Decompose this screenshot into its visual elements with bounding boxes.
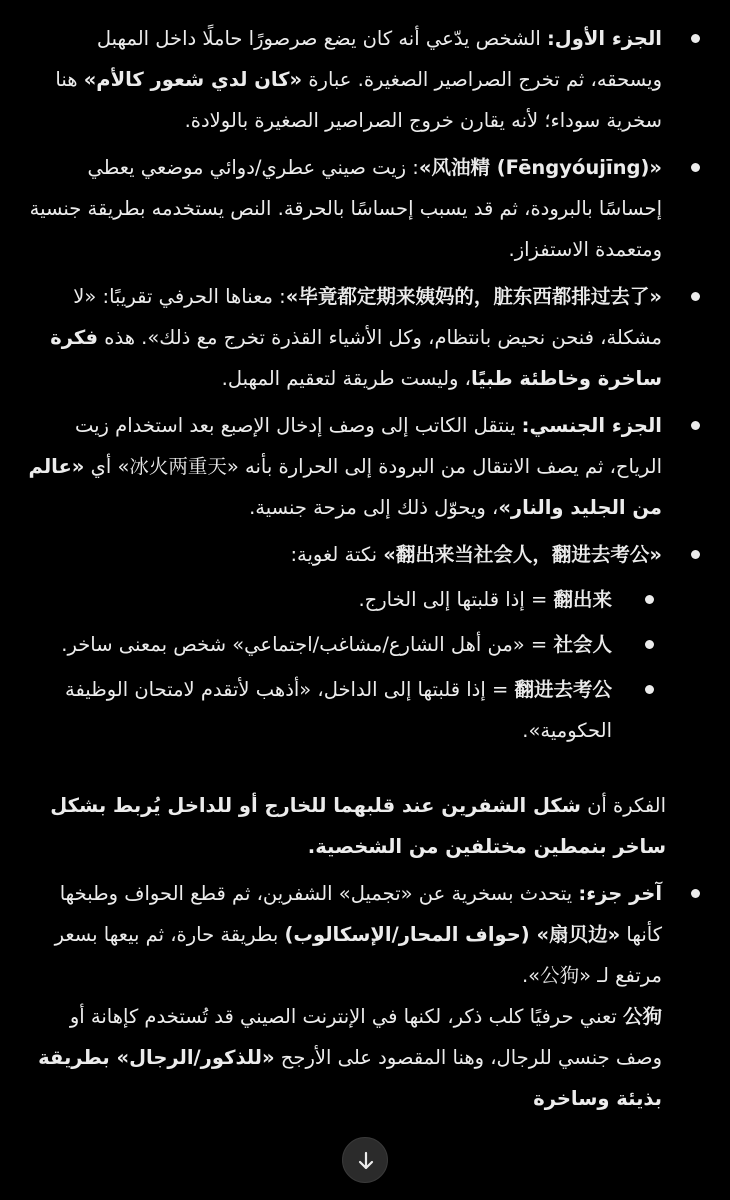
bullet-icon — [691, 292, 700, 301]
item-text: ينتقل الكاتب إلى وصف إدخال الإصبع بعد استخدام زيت الرياح، ثم يصف الانتقال من البرودة إلى الحرارة بأنه «冰火两重天» أي — [74, 414, 662, 478]
sub-item-term: 翻出来 — [553, 588, 612, 611]
bullet-icon — [691, 550, 700, 559]
item-heading: الجزء الجنسي: — [521, 414, 662, 437]
item-heading: «毕竟都定期来姨妈的，脏东西都排过去了» — [285, 285, 662, 308]
item-text: بطريقة حارة، ثم بيعها بسعر مرتفع لـ «公狗». — [54, 923, 662, 987]
item-text: ، وليست طريقة لتعقيم المهبل. — [221, 367, 471, 390]
sub-item-text: = «من أهل الشارع/مشاغب/اجتماعي» شخص بمعنى ساخر. — [61, 633, 554, 656]
arrow-down-icon — [355, 1150, 377, 1172]
message-content — [28, 18, 708, 1125]
bullet-icon — [691, 163, 700, 172]
sub-item-text: = إذا قلبتها إلى الخارج. — [358, 588, 554, 611]
item-emphasis: «عالم من الجليد والنار» — [28, 455, 662, 519]
list-item — [28, 534, 708, 751]
item-emphasis: فكرة ساخرة وخاطئة طبيًا — [50, 326, 662, 390]
sub-list — [28, 579, 662, 751]
item-text: : زيت صيني عطري/دوائي موضعي يعطي إحساسًا بالبرودة، ثم قد يسبب إحساسًا بالحرقة. النص يستخدمه بطريقة جنسية ومتعمدة الاستفزاز. — [29, 156, 662, 261]
list-item — [28, 276, 708, 399]
item-heading: الجزء الأول: — [547, 27, 662, 50]
item-heading: آخر جزء: — [578, 882, 662, 905]
item-emphasis: «كان لدي شعور كالأم» — [83, 68, 303, 91]
summary-paragraph — [28, 785, 708, 867]
sub-item-text: = إذا قلبتها إلى الداخل، «أذهب لأتقدم لامتحان الوظيفة الحكومية». — [64, 678, 612, 742]
sub-list-item — [28, 579, 662, 620]
list-item — [28, 147, 708, 270]
sub-list-item — [28, 669, 662, 751]
item-text: يتحدث بسخرية عن «تجميل» الشفرين، ثم قطع الحواف وطبخها كأنها — [59, 882, 662, 946]
item-text: تعني حرفيًا كلب ذكر، لكنها في الإنترنت الصيني قد تُستخدم كإهانة أو وصف جنسي للرجال، وهنا المقصود على الأرجح — [69, 1005, 662, 1069]
sub-list-item — [28, 624, 662, 665]
item-text: : معناها الحرفي تقريبًا: «لا مشكلة، فنحن نحيض بانتظام، وكل الأشياء القذرة تخرج مع ذلك». هذه — [73, 285, 662, 349]
paragraph-text: الفكرة أن — [580, 794, 666, 817]
sub-item-term: 社会人 — [553, 633, 612, 656]
item-heading: «翻出来当社会人，翻进去考公» — [383, 543, 662, 566]
item-emphasis: «扇贝边» (حواف المحار/الإسكالوب) — [284, 923, 621, 946]
list-item — [28, 18, 708, 141]
item-term: 公狗 — [622, 1005, 662, 1028]
paragraph-emphasis: شكل الشفرين عند قلبهما للخارج أو للداخل يُربط بشكل ساخر بنمطين مختلفين من الشخصية. — [50, 794, 666, 858]
sub-item-term: 翻进去考公 — [514, 678, 612, 701]
item-heading: «风油精 (Fēngyóujīng)» — [418, 156, 662, 179]
bullet-icon — [645, 685, 654, 694]
list-item — [28, 405, 708, 528]
item-text: الشخص يدّعي أنه كان يضع صرصورًا حاملًا داخل المهبل ويسحقه، ثم تخرج الصراصير الصغيرة. عبارة — [96, 27, 662, 91]
bullet-icon — [645, 640, 654, 649]
bullet-icon — [691, 421, 700, 430]
scroll-down-button[interactable] — [342, 1137, 388, 1183]
item-text: ، ويحوّل ذلك إلى مزحة جنسية. — [249, 496, 499, 519]
list-item — [28, 873, 708, 1119]
bullet-icon — [691, 889, 700, 898]
bullet-icon — [645, 595, 654, 604]
item-emphasis: «للذكور/الرجال» بطريقة بذيئة وساخرة — [38, 1046, 662, 1110]
item-text: نكتة لغوية: — [290, 543, 384, 566]
item-text: هنا سخرية سوداء؛ لأنه يقارن خروج الصراصير الصغيرة بالولادة. — [55, 68, 662, 132]
bullet-icon — [691, 34, 700, 43]
